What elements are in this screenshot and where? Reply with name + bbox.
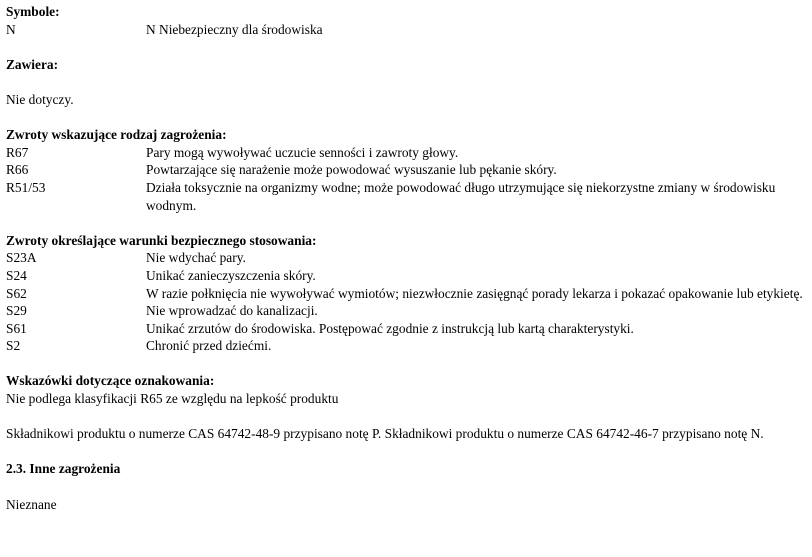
s-phrase-code: S23A	[6, 250, 37, 266]
s-phrase-row	[6, 320, 806, 338]
r-phrase-text: Powtarzające się narażenie może powodować wysuszanie lub pękanie skóry.	[146, 162, 557, 178]
s-phrase-row	[6, 337, 806, 355]
s-phrase-code: S61	[6, 320, 27, 336]
cas-note: Składnikowi produktu o numerze CAS 64742-48-9 przypisano notę P. Składnikowi produktu o numerze CAS 64742-46-7 przypisano notę N.	[6, 426, 764, 442]
r-phrase-text: Pary mogą wywoływać uczucie senności i zawroty głowy.	[146, 144, 459, 160]
other-hazards-text: Nieznane	[6, 496, 57, 512]
contains-text: Nie dotyczy.	[6, 91, 74, 107]
r-phrase-row	[6, 179, 806, 214]
s-phrase-code: S29	[6, 303, 27, 319]
s-phrase-text: Nie wdychać pary.	[146, 250, 246, 266]
s-phrase-text: Chronić przed dziećmi.	[146, 338, 272, 354]
s-phrase-row	[6, 249, 806, 267]
s-phrase-text: Nie wprowadzać do kanalizacji.	[146, 303, 318, 319]
s-phrase-code: S24	[6, 267, 27, 283]
r-phrase-code: R51/53	[6, 179, 46, 195]
symbols-heading: Symbole:	[6, 4, 60, 19]
s-phrase-row	[6, 302, 806, 320]
labelling-heading: Wskazówki dotyczące oznakowania:	[6, 373, 215, 389]
symbol-text: N Niebezpieczny dla środowiska	[146, 21, 323, 37]
r-phrase-code: R66	[6, 162, 29, 178]
s-phrase-code: S62	[6, 285, 27, 301]
contains-heading: Zawiera:	[6, 56, 59, 72]
document-body	[6, 3, 806, 513]
r-phrase-text: Działa toksycznie na organizmy wodne; może powodować długo utrzymujące się niekorzystne zmiany w środowisku wodnym.	[146, 179, 776, 213]
s-phrase-row	[6, 285, 806, 303]
s-phrase-code: S2	[6, 338, 21, 354]
r-phrase-row	[6, 161, 806, 179]
symbols-row	[6, 21, 806, 39]
s-phrase-text: Unikać zanieczyszczenia skóry.	[146, 267, 316, 283]
s-phrases-heading: Zwroty określające warunki bezpiecznego stosowania:	[6, 232, 317, 248]
other-hazards-heading: 2.3. Inne zagrożenia	[6, 461, 121, 477]
r-phrase-code: R67	[6, 144, 29, 160]
s-phrase-row	[6, 267, 806, 285]
r-phrase-row	[6, 144, 806, 162]
s-phrase-text: Unikać zrzutów do środowiska. Postępować zgodnie z instrukcją lub kartą charakterystyki.	[146, 320, 634, 336]
labelling-text: Nie podlega klasyfikacji R65 ze względu na lepkość produktu	[6, 391, 339, 407]
s-phrase-text: W razie połknięcia nie wywoływać wymiotów; niezwłocznie zasięgnąć porady lekarza i pokazać opakowanie lub etykietę.	[146, 285, 803, 301]
symbol-code: N	[6, 21, 16, 37]
r-phrases-heading: Zwroty wskazujące rodzaj zagrożenia:	[6, 127, 227, 143]
